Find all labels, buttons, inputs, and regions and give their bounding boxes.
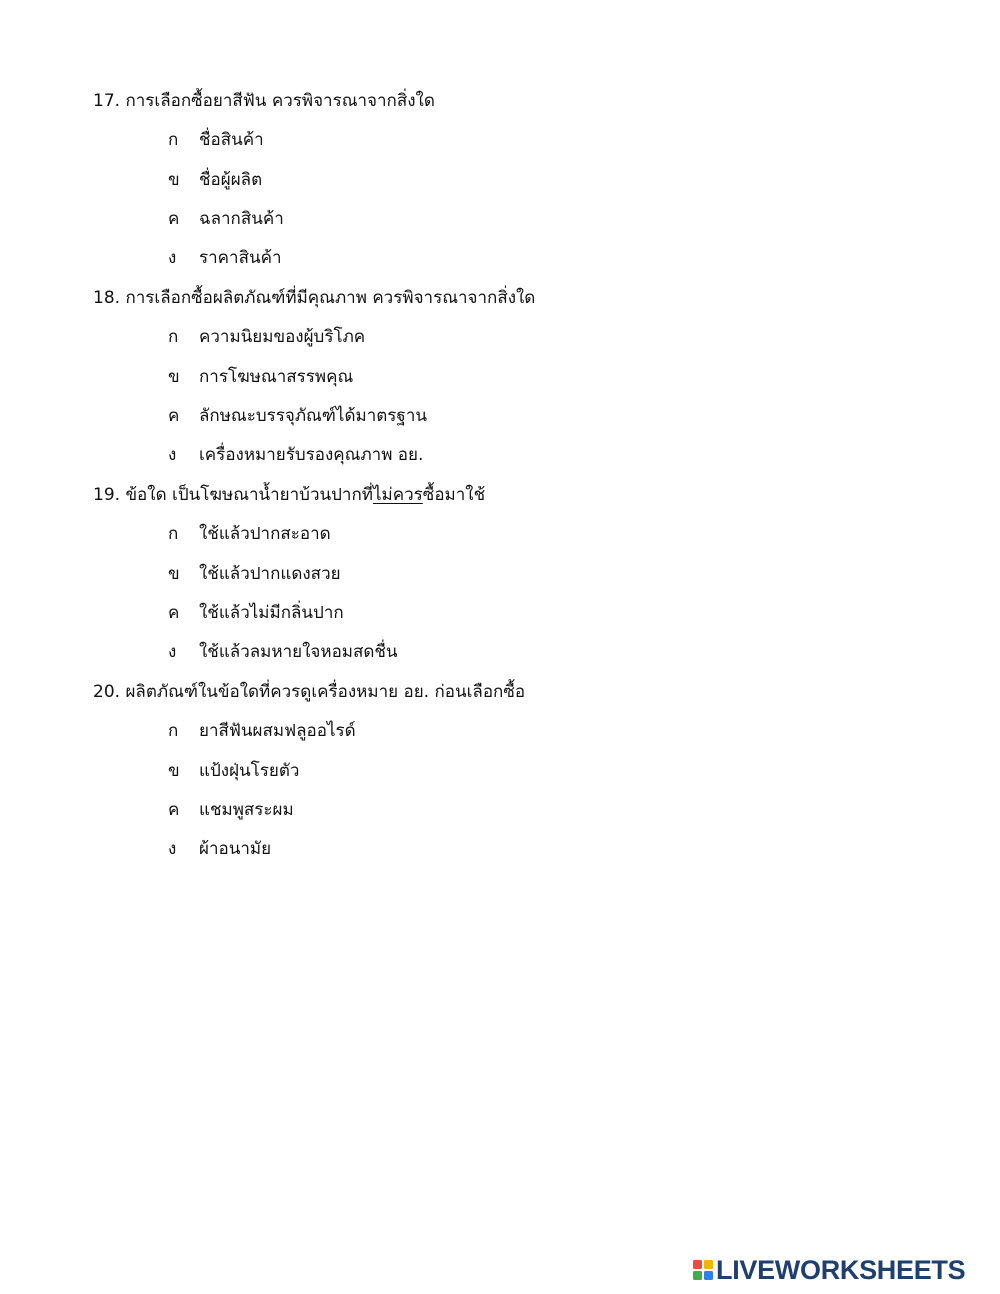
option-letter: ก xyxy=(168,524,179,544)
option-text: แป้งฝุ่นโรยตัว xyxy=(199,761,300,781)
option-letter: ค xyxy=(168,406,180,426)
logo-square-blue xyxy=(704,1271,713,1280)
option-letter: ง xyxy=(168,839,177,859)
liveworksheets-logo-icon xyxy=(693,1260,713,1280)
option-17-d xyxy=(168,246,282,270)
option-18-c xyxy=(168,404,427,428)
option-19-b xyxy=(168,562,341,586)
option-letter: ข xyxy=(168,761,180,781)
option-text: ผ้าอนามัย xyxy=(199,839,272,859)
question-18 xyxy=(93,286,535,310)
option-text: เครื่องหมายรับรองคุณภาพ อย. xyxy=(199,445,424,465)
option-letter: ค xyxy=(168,603,180,623)
option-text: ชื่อผู้ผลิต xyxy=(199,170,263,190)
option-text: ราคาสินค้า xyxy=(199,248,282,268)
question-text: 20. ผลิตภัณฑ์ในข้อใดที่ควรดูเครื่องหมาย อย. ก่อนเลือกซื้อ xyxy=(93,682,526,702)
question-17 xyxy=(93,89,435,113)
logo-square-green xyxy=(693,1271,702,1280)
option-text: ชื่อสินค้า xyxy=(199,130,264,150)
option-text: แชมพูสระผม xyxy=(199,800,294,820)
option-letter: ค xyxy=(168,800,180,820)
option-letter: ข xyxy=(168,170,180,190)
option-text: ใช้แล้วปากแดงสวย xyxy=(199,564,341,584)
option-17-b xyxy=(168,168,262,192)
option-letter: ค xyxy=(168,209,180,229)
option-19-c xyxy=(168,601,344,625)
question-text: 18. การเลือกซื้อผลิตภัณฑ์ที่มีคุณภาพ ควรพิจารณาจากสิ่งใด xyxy=(93,288,536,308)
option-letter: ข xyxy=(168,367,180,387)
option-text: ลักษณะบรรจุภัณฑ์ได้มาตรฐาน xyxy=(199,406,427,426)
option-text: ยาสีฟันผสมฟลูออไรด์ xyxy=(199,721,356,741)
option-19-d xyxy=(168,640,398,664)
option-19-a xyxy=(168,522,331,546)
option-letter: ง xyxy=(168,642,177,662)
question-text-end: ซื้อมาใช้ xyxy=(422,485,486,505)
liveworksheets-logo xyxy=(693,1256,965,1284)
logo-square-yellow xyxy=(704,1260,713,1269)
option-17-a xyxy=(168,128,264,152)
option-18-b xyxy=(168,365,353,389)
option-20-a xyxy=(168,719,356,743)
question-text xyxy=(93,485,485,505)
option-letter: ง xyxy=(168,248,177,268)
option-20-b xyxy=(168,759,299,783)
option-18-d xyxy=(168,443,423,467)
question-19 xyxy=(93,483,485,507)
option-text: ใช้แล้วไม่มีกลิ่นปาก xyxy=(199,603,344,623)
logo-wordmark: LIVEWORKSHEETS xyxy=(716,1254,966,1285)
question-emphasis-underlined: ไม่ควร xyxy=(372,485,423,505)
question-text-start: 19. ข้อใด เป็นโฆษณาน้ำยาบ้วนปากที่ xyxy=(93,485,373,505)
option-20-d xyxy=(168,837,271,861)
option-18-a xyxy=(168,325,365,349)
question-text: 17. การเลือกซื้อยาสีฟัน ควรพิจารณาจากสิ่งใด xyxy=(93,91,435,111)
option-letter: ง xyxy=(168,445,177,465)
option-letter: ก xyxy=(168,721,179,741)
option-17-c xyxy=(168,207,284,231)
option-text: ใช้แล้วลมหายใจหอมสดชื่น xyxy=(199,642,398,662)
question-20 xyxy=(93,680,525,704)
option-letter: ข xyxy=(168,564,180,584)
option-text: ฉลากสินค้า xyxy=(199,209,284,229)
option-text: ใช้แล้วปากสะอาด xyxy=(199,524,331,544)
option-20-c xyxy=(168,798,294,822)
option-text: ความนิยมของผู้บริโภค xyxy=(199,327,366,347)
option-letter: ก xyxy=(168,130,179,150)
option-text: การโฆษณาสรรพคุณ xyxy=(199,367,354,387)
option-letter: ก xyxy=(168,327,179,347)
logo-square-red xyxy=(693,1260,702,1269)
